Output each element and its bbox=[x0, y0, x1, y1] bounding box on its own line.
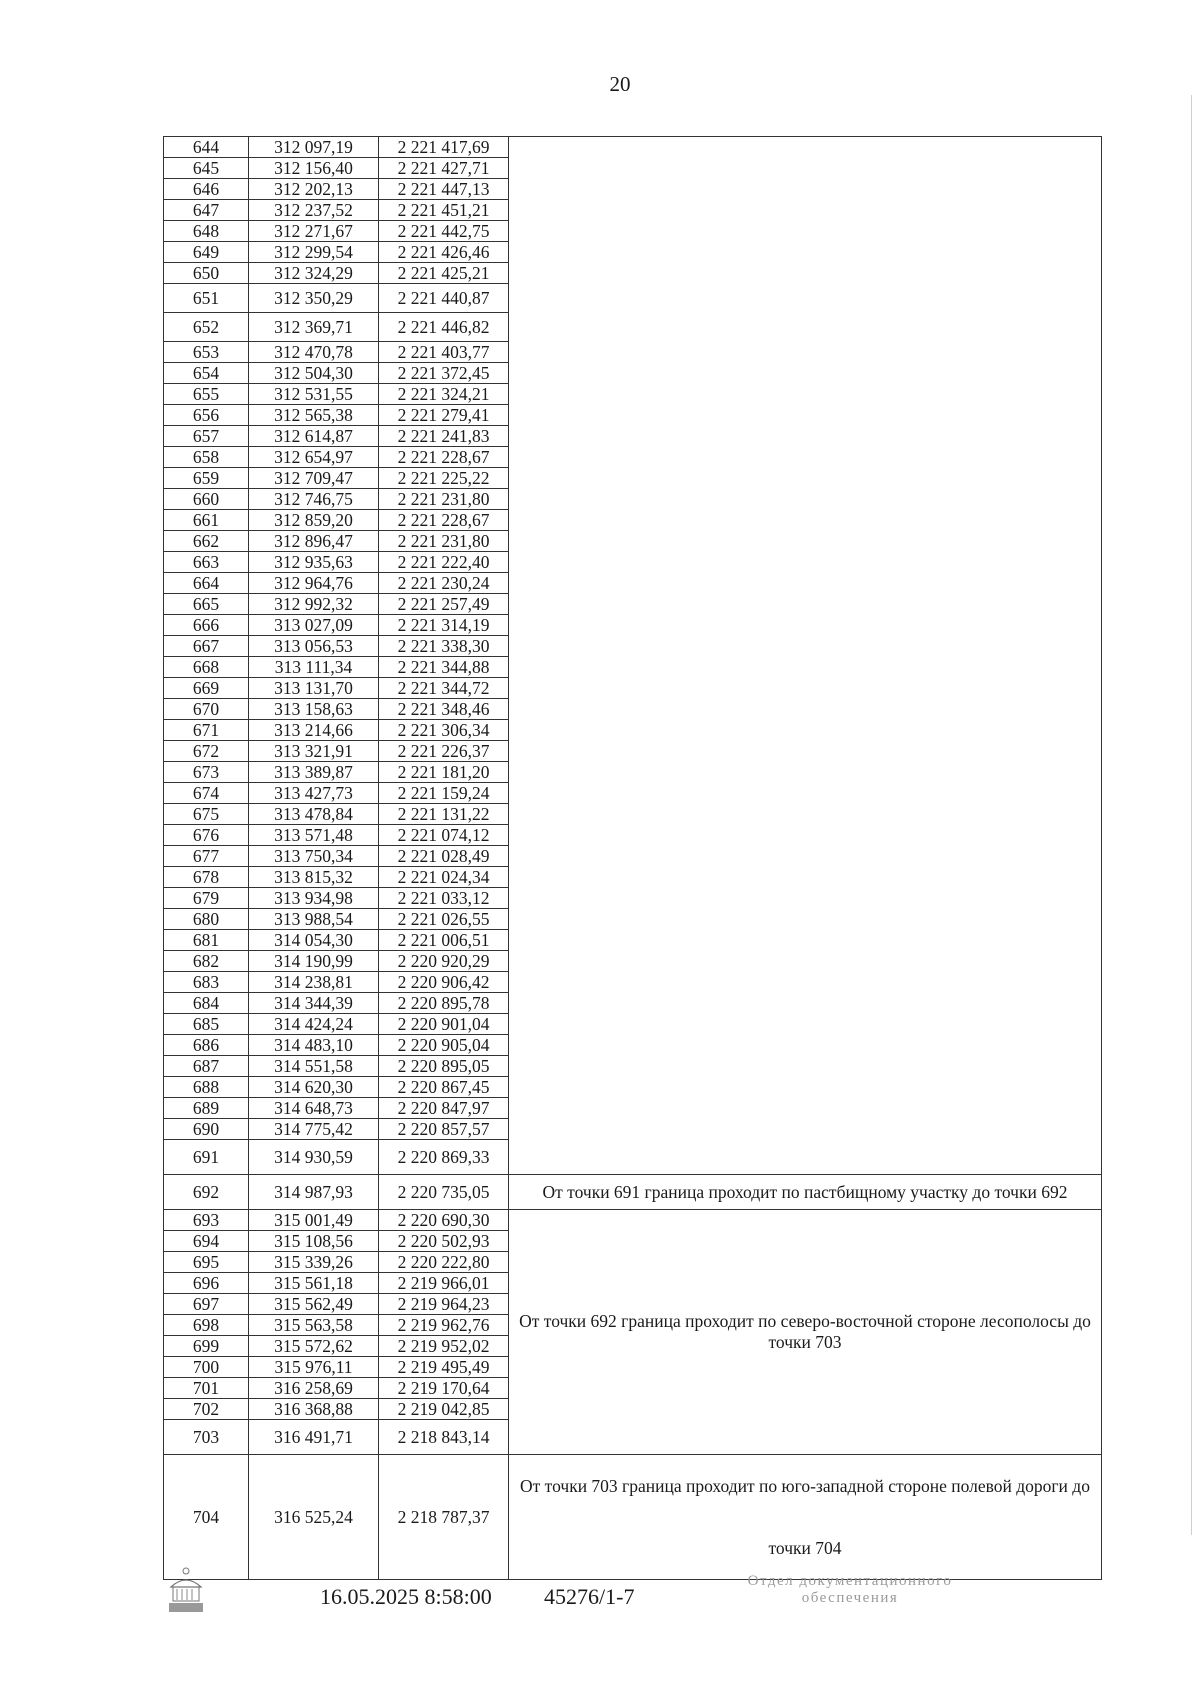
y-coordinate-cell: 2 221 447,13 bbox=[379, 179, 509, 200]
y-coordinate-cell: 2 221 222,40 bbox=[379, 552, 509, 573]
point-number-cell: 655 bbox=[164, 384, 249, 405]
y-coordinate-cell: 2 221 131,22 bbox=[379, 804, 509, 825]
y-coordinate-cell: 2 221 344,72 bbox=[379, 678, 509, 699]
y-coordinate-cell: 2 220 857,57 bbox=[379, 1119, 509, 1140]
x-coordinate-cell: 313 750,34 bbox=[249, 846, 379, 867]
x-coordinate-cell: 313 321,91 bbox=[249, 741, 379, 762]
point-number-cell: 660 bbox=[164, 489, 249, 510]
y-coordinate-cell: 2 221 231,80 bbox=[379, 489, 509, 510]
y-coordinate-cell: 2 221 181,20 bbox=[379, 762, 509, 783]
x-coordinate-cell: 314 620,30 bbox=[249, 1077, 379, 1098]
footer-department-stamp: Отдел документационного обеспечения bbox=[747, 1573, 953, 1606]
footer-reg-number: 45276/1-7 bbox=[544, 1584, 635, 1609]
table-row bbox=[164, 1175, 1102, 1210]
y-coordinate-cell: 2 220 901,04 bbox=[379, 1014, 509, 1035]
x-coordinate-cell: 314 424,24 bbox=[249, 1014, 379, 1035]
y-coordinate-cell: 2 221 427,71 bbox=[379, 158, 509, 179]
y-coordinate-cell: 2 219 170,64 bbox=[379, 1378, 509, 1399]
point-number-cell: 665 bbox=[164, 594, 249, 615]
y-coordinate-cell: 2 220 906,42 bbox=[379, 972, 509, 993]
point-number-cell: 657 bbox=[164, 426, 249, 447]
point-number-cell: 702 bbox=[164, 1399, 249, 1420]
y-coordinate-cell: 2 221 279,41 bbox=[379, 405, 509, 426]
point-number-cell: 648 bbox=[164, 221, 249, 242]
x-coordinate-cell: 312 565,38 bbox=[249, 405, 379, 426]
point-number-cell: 675 bbox=[164, 804, 249, 825]
x-coordinate-cell: 312 531,55 bbox=[249, 384, 379, 405]
description-cell: От точки 691 граница проходит по пастбищному участку до точки 692 bbox=[509, 1175, 1102, 1210]
y-coordinate-cell: 2 221 231,80 bbox=[379, 531, 509, 552]
y-coordinate-cell: 2 219 042,85 bbox=[379, 1399, 509, 1420]
x-coordinate-cell: 312 470,78 bbox=[249, 342, 379, 363]
y-coordinate-cell: 2 218 787,37 bbox=[379, 1455, 509, 1580]
x-coordinate-cell: 316 258,69 bbox=[249, 1378, 379, 1399]
x-coordinate-cell: 315 572,62 bbox=[249, 1336, 379, 1357]
y-coordinate-cell: 2 221 425,21 bbox=[379, 263, 509, 284]
x-coordinate-cell: 312 614,87 bbox=[249, 426, 379, 447]
x-coordinate-cell: 312 156,40 bbox=[249, 158, 379, 179]
x-coordinate-cell: 312 324,29 bbox=[249, 263, 379, 284]
y-coordinate-cell: 2 219 952,02 bbox=[379, 1336, 509, 1357]
point-number-cell: 693 bbox=[164, 1210, 249, 1231]
y-coordinate-cell: 2 220 502,93 bbox=[379, 1231, 509, 1252]
y-coordinate-cell: 2 221 417,69 bbox=[379, 137, 509, 158]
x-coordinate-cell: 316 368,88 bbox=[249, 1399, 379, 1420]
y-coordinate-cell: 2 220 867,45 bbox=[379, 1077, 509, 1098]
x-coordinate-cell: 313 934,98 bbox=[249, 888, 379, 909]
point-number-cell: 651 bbox=[164, 284, 249, 313]
y-coordinate-cell: 2 221 446,82 bbox=[379, 313, 509, 342]
x-coordinate-cell: 312 709,47 bbox=[249, 468, 379, 489]
point-number-cell: 664 bbox=[164, 573, 249, 594]
y-coordinate-cell: 2 221 324,21 bbox=[379, 384, 509, 405]
y-coordinate-cell: 2 219 966,01 bbox=[379, 1273, 509, 1294]
x-coordinate-cell: 312 992,32 bbox=[249, 594, 379, 615]
point-number-cell: 663 bbox=[164, 552, 249, 573]
table-row bbox=[164, 137, 1102, 158]
y-coordinate-cell: 2 221 451,21 bbox=[379, 200, 509, 221]
point-number-cell: 662 bbox=[164, 531, 249, 552]
x-coordinate-cell: 313 131,70 bbox=[249, 678, 379, 699]
y-coordinate-cell: 2 221 225,22 bbox=[379, 468, 509, 489]
point-number-cell: 683 bbox=[164, 972, 249, 993]
point-number-cell: 684 bbox=[164, 993, 249, 1014]
x-coordinate-cell: 313 214,66 bbox=[249, 720, 379, 741]
point-number-cell: 678 bbox=[164, 867, 249, 888]
x-coordinate-cell: 312 896,47 bbox=[249, 531, 379, 552]
scan-edge-line bbox=[1191, 95, 1192, 1535]
description-cell-empty bbox=[509, 137, 1102, 1175]
x-coordinate-cell: 314 551,58 bbox=[249, 1056, 379, 1077]
point-number-cell: 696 bbox=[164, 1273, 249, 1294]
point-number-cell: 644 bbox=[164, 137, 249, 158]
x-coordinate-cell: 312 097,19 bbox=[249, 137, 379, 158]
point-number-cell: 671 bbox=[164, 720, 249, 741]
x-coordinate-cell: 312 202,13 bbox=[249, 179, 379, 200]
y-coordinate-cell: 2 221 306,34 bbox=[379, 720, 509, 741]
y-coordinate-cell: 2 221 372,45 bbox=[379, 363, 509, 384]
y-coordinate-cell: 2 218 843,14 bbox=[379, 1420, 509, 1455]
y-coordinate-cell: 2 220 895,78 bbox=[379, 993, 509, 1014]
x-coordinate-cell: 313 478,84 bbox=[249, 804, 379, 825]
point-number-cell: 656 bbox=[164, 405, 249, 426]
description-cell: От точки 703 граница проходит по юго-западной стороне полевой дороги до точки 704 bbox=[509, 1455, 1102, 1580]
point-number-cell: 687 bbox=[164, 1056, 249, 1077]
y-coordinate-cell: 2 221 159,24 bbox=[379, 783, 509, 804]
x-coordinate-cell: 314 930,59 bbox=[249, 1140, 379, 1175]
y-coordinate-cell: 2 221 226,37 bbox=[379, 741, 509, 762]
point-number-cell: 647 bbox=[164, 200, 249, 221]
y-coordinate-cell: 2 220 735,05 bbox=[379, 1175, 509, 1210]
point-number-cell: 694 bbox=[164, 1231, 249, 1252]
x-coordinate-cell: 312 299,54 bbox=[249, 242, 379, 263]
y-coordinate-cell: 2 221 348,46 bbox=[379, 699, 509, 720]
y-coordinate-cell: 2 221 257,49 bbox=[379, 594, 509, 615]
y-coordinate-cell: 2 221 440,87 bbox=[379, 284, 509, 313]
point-number-cell: 697 bbox=[164, 1294, 249, 1315]
table-row bbox=[164, 1455, 1102, 1580]
point-number-cell: 649 bbox=[164, 242, 249, 263]
y-coordinate-cell: 2 221 344,88 bbox=[379, 657, 509, 678]
table-row bbox=[164, 1210, 1102, 1231]
point-number-cell: 669 bbox=[164, 678, 249, 699]
point-number-cell: 681 bbox=[164, 930, 249, 951]
y-coordinate-cell: 2 221 006,51 bbox=[379, 930, 509, 951]
x-coordinate-cell: 313 111,34 bbox=[249, 657, 379, 678]
x-coordinate-cell: 315 001,49 bbox=[249, 1210, 379, 1231]
point-number-cell: 703 bbox=[164, 1420, 249, 1455]
x-coordinate-cell: 314 344,39 bbox=[249, 993, 379, 1014]
x-coordinate-cell: 313 571,48 bbox=[249, 825, 379, 846]
stamp-emblem-icon bbox=[165, 1565, 207, 1615]
point-number-cell: 659 bbox=[164, 468, 249, 489]
y-coordinate-cell: 2 220 222,80 bbox=[379, 1252, 509, 1273]
point-number-cell: 682 bbox=[164, 951, 249, 972]
point-number-cell: 695 bbox=[164, 1252, 249, 1273]
x-coordinate-cell: 313 988,54 bbox=[249, 909, 379, 930]
x-coordinate-cell: 312 964,76 bbox=[249, 573, 379, 594]
page-number: 20 bbox=[609, 72, 631, 96]
y-coordinate-cell: 2 220 920,29 bbox=[379, 951, 509, 972]
y-coordinate-cell: 2 221 442,75 bbox=[379, 221, 509, 242]
point-number-cell: 691 bbox=[164, 1140, 249, 1175]
x-coordinate-cell: 312 350,29 bbox=[249, 284, 379, 313]
x-coordinate-cell: 312 654,97 bbox=[249, 447, 379, 468]
point-number-cell: 658 bbox=[164, 447, 249, 468]
x-coordinate-cell: 312 859,20 bbox=[249, 510, 379, 531]
point-number-cell: 690 bbox=[164, 1119, 249, 1140]
y-coordinate-cell: 2 221 403,77 bbox=[379, 342, 509, 363]
x-coordinate-cell: 314 238,81 bbox=[249, 972, 379, 993]
x-coordinate-cell: 315 339,26 bbox=[249, 1252, 379, 1273]
y-coordinate-cell: 2 221 026,55 bbox=[379, 909, 509, 930]
x-coordinate-cell: 312 504,30 bbox=[249, 363, 379, 384]
x-coordinate-cell: 314 483,10 bbox=[249, 1035, 379, 1056]
y-coordinate-cell: 2 221 426,46 bbox=[379, 242, 509, 263]
x-coordinate-cell: 314 775,42 bbox=[249, 1119, 379, 1140]
footer-date: 16.05.2025 8:58:00 bbox=[320, 1584, 492, 1609]
x-coordinate-cell: 312 271,67 bbox=[249, 221, 379, 242]
point-number-cell: 676 bbox=[164, 825, 249, 846]
y-coordinate-cell: 2 220 847,97 bbox=[379, 1098, 509, 1119]
y-coordinate-cell: 2 221 228,67 bbox=[379, 510, 509, 531]
point-number-cell: 674 bbox=[164, 783, 249, 804]
y-coordinate-cell: 2 219 964,23 bbox=[379, 1294, 509, 1315]
point-number-cell: 680 bbox=[164, 909, 249, 930]
y-coordinate-cell: 2 220 690,30 bbox=[379, 1210, 509, 1231]
x-coordinate-cell: 313 056,53 bbox=[249, 636, 379, 657]
y-coordinate-cell: 2 221 241,83 bbox=[379, 426, 509, 447]
x-coordinate-cell: 315 563,58 bbox=[249, 1315, 379, 1336]
y-coordinate-cell: 2 220 895,05 bbox=[379, 1056, 509, 1077]
y-coordinate-cell: 2 221 024,34 bbox=[379, 867, 509, 888]
y-coordinate-cell: 2 221 230,24 bbox=[379, 573, 509, 594]
x-coordinate-cell: 314 190,99 bbox=[249, 951, 379, 972]
point-number-cell: 652 bbox=[164, 313, 249, 342]
x-coordinate-cell: 315 976,11 bbox=[249, 1357, 379, 1378]
point-number-cell: 688 bbox=[164, 1077, 249, 1098]
x-coordinate-cell: 316 525,24 bbox=[249, 1455, 379, 1580]
x-coordinate-cell: 315 108,56 bbox=[249, 1231, 379, 1252]
x-coordinate-cell: 315 562,49 bbox=[249, 1294, 379, 1315]
point-number-cell: 654 bbox=[164, 363, 249, 384]
x-coordinate-cell: 312 369,71 bbox=[249, 313, 379, 342]
point-number-cell: 679 bbox=[164, 888, 249, 909]
point-number-cell: 661 bbox=[164, 510, 249, 531]
point-number-cell: 700 bbox=[164, 1357, 249, 1378]
point-number-cell: 698 bbox=[164, 1315, 249, 1336]
x-coordinate-cell: 314 054,30 bbox=[249, 930, 379, 951]
point-number-cell: 685 bbox=[164, 1014, 249, 1035]
point-number-cell: 701 bbox=[164, 1378, 249, 1399]
y-coordinate-cell: 2 221 074,12 bbox=[379, 825, 509, 846]
point-number-cell: 670 bbox=[164, 699, 249, 720]
point-number-cell: 646 bbox=[164, 179, 249, 200]
y-coordinate-cell: 2 220 869,33 bbox=[379, 1140, 509, 1175]
point-number-cell: 699 bbox=[164, 1336, 249, 1357]
point-number-cell: 672 bbox=[164, 741, 249, 762]
point-number-cell: 650 bbox=[164, 263, 249, 284]
point-number-cell: 689 bbox=[164, 1098, 249, 1119]
x-coordinate-cell: 316 491,71 bbox=[249, 1420, 379, 1455]
point-number-cell: 686 bbox=[164, 1035, 249, 1056]
y-coordinate-cell: 2 221 338,30 bbox=[379, 636, 509, 657]
point-number-cell: 692 bbox=[164, 1175, 249, 1210]
point-number-cell: 653 bbox=[164, 342, 249, 363]
x-coordinate-cell: 313 158,63 bbox=[249, 699, 379, 720]
y-coordinate-cell: 2 221 028,49 bbox=[379, 846, 509, 867]
y-coordinate-cell: 2 219 962,76 bbox=[379, 1315, 509, 1336]
x-coordinate-cell: 315 561,18 bbox=[249, 1273, 379, 1294]
x-coordinate-cell: 312 935,63 bbox=[249, 552, 379, 573]
coordinates-table bbox=[163, 136, 1102, 1580]
y-coordinate-cell: 2 221 314,19 bbox=[379, 615, 509, 636]
point-number-cell: 668 bbox=[164, 657, 249, 678]
description-cell: От точки 692 граница проходит по северо-восточной стороне лесополосы до точки 703 bbox=[509, 1210, 1102, 1455]
x-coordinate-cell: 313 427,73 bbox=[249, 783, 379, 804]
y-coordinate-cell: 2 221 033,12 bbox=[379, 888, 509, 909]
point-number-cell: 673 bbox=[164, 762, 249, 783]
x-coordinate-cell: 314 987,93 bbox=[249, 1175, 379, 1210]
point-number-cell: 645 bbox=[164, 158, 249, 179]
point-number-cell: 704 bbox=[164, 1455, 249, 1580]
x-coordinate-cell: 313 027,09 bbox=[249, 615, 379, 636]
point-number-cell: 666 bbox=[164, 615, 249, 636]
x-coordinate-cell: 313 815,32 bbox=[249, 867, 379, 888]
x-coordinate-cell: 313 389,87 bbox=[249, 762, 379, 783]
y-coordinate-cell: 2 221 228,67 bbox=[379, 447, 509, 468]
point-number-cell: 677 bbox=[164, 846, 249, 867]
y-coordinate-cell: 2 220 905,04 bbox=[379, 1035, 509, 1056]
x-coordinate-cell: 312 746,75 bbox=[249, 489, 379, 510]
x-coordinate-cell: 312 237,52 bbox=[249, 200, 379, 221]
point-number-cell: 667 bbox=[164, 636, 249, 657]
y-coordinate-cell: 2 219 495,49 bbox=[379, 1357, 509, 1378]
x-coordinate-cell: 314 648,73 bbox=[249, 1098, 379, 1119]
